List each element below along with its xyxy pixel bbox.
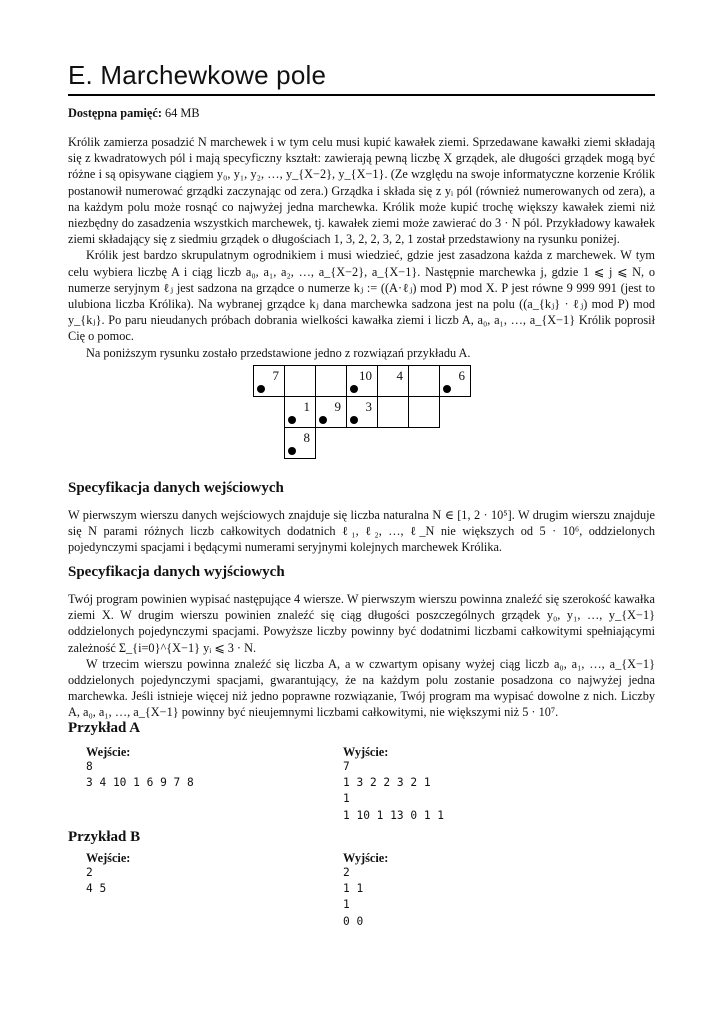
field-cell	[377, 365, 409, 397]
memory-limit	[68, 106, 200, 121]
title-rule	[68, 94, 655, 96]
cell-number: 6	[458, 368, 465, 383]
example-a-output-label: Wyjście:	[343, 745, 389, 759]
field-cell	[408, 365, 440, 397]
field-cell	[284, 427, 316, 459]
cell-number: 3	[365, 399, 372, 414]
input-spec-paragraph: W pierwszym wierszu danych wejściowych znajduje się liczba naturalna N ∈ [1, 2 · 10⁵]. W drugim wierszu znajduje się N parami różnych liczb całkowitych dodatnich ℓ₁, ℓ₂, …, ℓ_N nie większych od 5 · 10⁶, oddzielonych pojedynczymi spacjami i będącymi numerami seryjnymi kolejnych marchewek Królika.	[68, 508, 655, 555]
intro-text	[68, 134, 655, 361]
example-b-heading: Przykład B	[68, 829, 141, 845]
output-spec-text	[68, 591, 655, 721]
cell-number: 10	[359, 368, 372, 383]
example-a-output: 7 1 3 2 2 3 2 1 1 1 10 1 13 0 1 1	[343, 760, 445, 822]
carrot-dot-icon	[350, 385, 358, 393]
output-spec-paragraph-2: W trzecim wierszu powinna znaleźć się liczba A, a w czwartym opisany wyżej ciąg liczb a₀, a₁, …, a_{X−1} oddzielonych pojedynczymi spacjami, gwarantujący, że na każdym polu zostanie posadzona co najwyżej jedna marchewka. Jeśli istnieje więcej niż jedno poprawne rozwiązanie, Twój program ma wypisać dowolne z nich. Liczby A, a₀, a₁, …, a_{X−1} powinny być nieujemnymi liczbami całkowitymi, nie większymi niż 5 · 10⁷.	[68, 656, 655, 720]
cell-number: 7	[272, 368, 279, 383]
example-b-output: 2 1 1 1 0 0	[343, 866, 364, 928]
input-spec-heading: Specyfikacja danych wejściowych	[68, 480, 284, 496]
field-cell	[315, 396, 347, 428]
carrot-dot-icon	[257, 385, 265, 393]
example-b-input-label: Wejście:	[86, 851, 131, 865]
example-b-input: 2 4 5	[86, 866, 107, 896]
carrot-dot-icon	[288, 416, 296, 424]
field-cell	[315, 365, 347, 397]
intro-paragraph-2: Królik jest bardzo skrupulatnym ogrodnikiem i musi wiedzieć, gdzie jest zasadzona każda z marchewek. W tym celu wybiera liczbę A i ciąg liczb a₀, a₁, a₂, …, a_{X−2}, a_{X−1}. Następnie marchewka j, gdzie 1 ⩽ j ⩽ N, o numerze seryjnym ℓⱼ jest sadzona na grządce o numerze kⱼ := ((A·ℓⱼ) mod P) mod X. P jest równe 9 999 991 (jest to ulubiona liczba Królika). Na wybranej grządce kⱼ dana marchewka sadzona jest na polu ((a_{kⱼ} · ℓⱼ) mod P) mod y_{kⱼ}. Po paru nieudanych próbach dobrania wielkości kawałka ziemi i liczb A, a₀, a₁, …, a_{X−1} Królik poprosił Cię o pomoc.	[68, 248, 655, 344]
carrot-dot-icon	[319, 416, 327, 424]
output-spec-paragraph-1: Twój program powinien wypisać następujące 4 wiersze. W pierwszym wierszu powinna znaleźć się szerokość kawałka ziemi X. W drugim wierszu powinien znaleźć się ciąg długości poszczególnych grządek y₀, y₁, …, y_{X−1} oddzielonych pojedynczymi spacjami. Powyższe liczby powinny być dodatnimi liczbami całkowitymi spełniającymi zależność Σ_{i=0}^{X−1} yᵢ ⩽ 3 · N.	[68, 592, 655, 655]
cell-number: 8	[303, 430, 310, 445]
carrot-dot-icon	[350, 416, 358, 424]
cell-number: 9	[334, 399, 341, 414]
example-a-input: 8 3 4 10 1 6 9 7 8	[86, 760, 194, 790]
intro-paragraph-3: Na poniższym rysunku zostało przedstawione jedno z rozwiązań przykładu A.	[86, 345, 471, 360]
intro-paragraph-1: Królik zamierza posadzić N marchewek i w tym celu musi kupić kawałek ziemi. Sprzedawane kawałki ziemi składają się z kwadratowych pól i mają specyficzny kształt: zawierają pewną liczbę X grządek, ale długości grządek mogą być różne i są opisywane ciągiem y₀, y₁, y₂, …, y_{X−2}, y_{X−1}. (Ze względu na swoje informatyczne korzenie Królik postanowił numerować grządki zaczynając od zera.) Grządka i składa się z yᵢ pól (również numerowanych od zera), a na każdym polu może rosnąć co najwyżej jedna marchewka. Królik może kupić trochę większy kawałek ziemi niż niezbędny do zasadzenia wszystkich marchewek, tj. kawałek ziemi może zawierać do 3 · N pól. Przykładowy kawałek ziemi składający się z siedmiu grządek o długościach 1, 3, 2, 2, 3, 2, 1 został przedstawiony na rysunku poniżej.	[68, 135, 655, 247]
field-cell	[439, 365, 471, 397]
cell-number: 1	[303, 399, 310, 414]
example-b-output-label: Wyjście:	[343, 851, 389, 865]
memory-label: Dostępna pamięć:	[68, 106, 162, 120]
field-cell	[284, 365, 316, 397]
memory-value: 64 MB	[165, 106, 200, 120]
example-a-heading: Przykład A	[68, 720, 141, 736]
field-cell	[408, 396, 440, 428]
field-cell	[346, 365, 378, 397]
carrot-dot-icon	[288, 447, 296, 455]
example-a-input-label: Wejście:	[86, 745, 131, 759]
page-title: E. Marchewkowe pole	[68, 60, 327, 90]
field-figure	[253, 365, 473, 457]
input-spec-text	[68, 507, 655, 556]
output-spec-heading: Specyfikacja danych wyjściowych	[68, 564, 285, 580]
field-cell	[377, 396, 409, 428]
field-cell	[284, 396, 316, 428]
field-cell	[346, 396, 378, 428]
carrot-dot-icon	[443, 385, 451, 393]
cell-number: 4	[396, 368, 403, 383]
field-cell	[253, 365, 285, 397]
